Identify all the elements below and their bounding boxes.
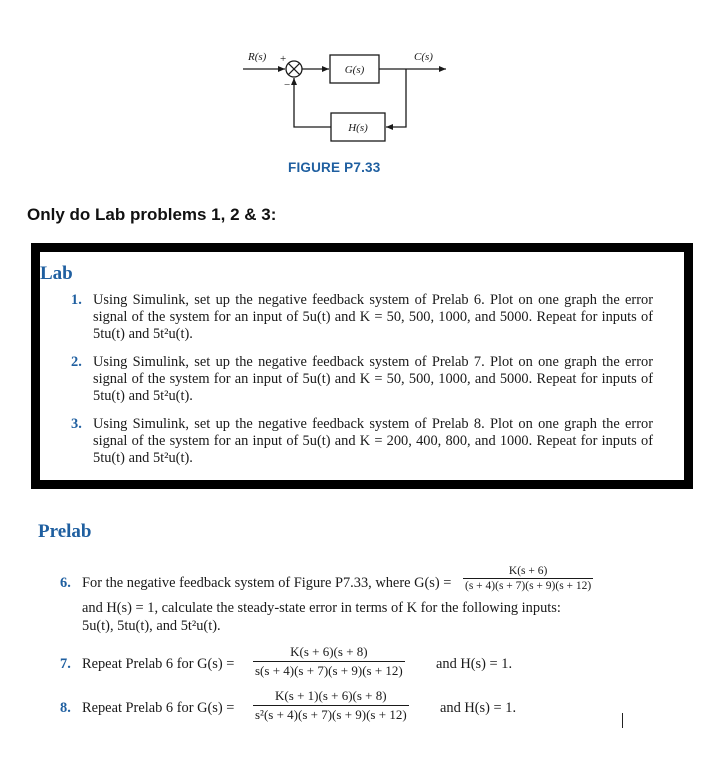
prelab-6-numerator: K(s + 6): [508, 565, 548, 577]
prelab-title: Prelab: [38, 521, 92, 542]
feedback-block-label: H(s): [348, 122, 368, 134]
prelab-7-text-b: and H(s) = 1.: [436, 656, 513, 672]
lab-problem-text: Using Simulink, set up the negative feedback system of Prelab 8. Plot on one graph the error signal of the system for an input of 5u(t) and K = 200, 400, 800, and 1000. Repeat for inputs of 5tu(t) and 5t²u(t).: [93, 416, 653, 466]
prelab-6-denominator: (s + 4)(s + 7)(s + 9)(s + 12): [465, 580, 592, 592]
prelab-7-text-a: Repeat Prelab 6 for G(s) =: [82, 656, 235, 672]
lab-problem-text: Using Simulink, set up the negative feedback system of Prelab 7. Plot on one graph the error signal of the system for an input of 5u(t) and K = 50, 500, 1000, and 5000. Repeat for inputs of 5tu(t) and 5t²u(t).: [93, 354, 653, 404]
minus-sign: −: [284, 79, 291, 91]
prelab-7-number: 7.: [60, 656, 71, 672]
feedback-path-out: [386, 69, 406, 127]
lab-problem-number: 3.: [71, 416, 82, 432]
lab-problem-number: 2.: [71, 354, 82, 370]
prelab-6-text-b: and H(s) = 1, calculate the steady-state error in terms of K for the following inputs:: [82, 600, 561, 616]
lab-problem-text: Using Simulink, set up the negative feedback system of Prelab 6. Plot on one graph the error signal of the system for an input of 5u(t) and K = 50, 500, 1000, and 5000. Repeat for inputs of 5tu(t) and 5t²u(t).: [93, 292, 653, 342]
prelab-8-numerator: K(s + 1)(s + 6)(s + 8): [275, 688, 387, 703]
prelab-8-number: 8.: [60, 700, 71, 716]
input-label: R(s): [248, 51, 267, 63]
prelab-8-text-a: Repeat Prelab 6 for G(s) =: [82, 700, 235, 716]
figure-caption: FIGURE P7.33: [288, 160, 381, 175]
prelab-6-text-c: 5u(t), 5tu(t), and 5t²u(t).: [82, 618, 221, 634]
prelab-6-text-a: For the negative feedback system of Figure P7.33, where G(s) =: [82, 575, 452, 591]
prelab-6-gs-fraction: [463, 565, 593, 592]
plus-sign: +: [280, 53, 287, 65]
prelab-7-gs-fraction: [253, 644, 405, 679]
prelab-6-number: 6.: [60, 575, 71, 591]
lab-problem-number: 1.: [71, 292, 82, 308]
instruction-heading: Only do Lab problems 1, 2 & 3:: [27, 205, 277, 224]
summing-junction-icon: [286, 61, 302, 77]
text-cursor: [622, 713, 623, 728]
prelab-8-gs-fraction: [253, 688, 409, 723]
forward-block-label: G(s): [344, 64, 365, 76]
feedback-path-in: [294, 78, 331, 127]
prelab-7-denominator: s(s + 4)(s + 7)(s + 9)(s + 12): [255, 663, 403, 678]
prelab-8-text-b: and H(s) = 1.: [440, 700, 517, 716]
output-label: C(s): [414, 51, 433, 63]
lab-title: Lab: [40, 263, 73, 284]
prelab-7-numerator: K(s + 6)(s + 8): [290, 644, 368, 659]
prelab-8-denominator: s²(s + 4)(s + 7)(s + 9)(s + 12): [255, 707, 407, 722]
